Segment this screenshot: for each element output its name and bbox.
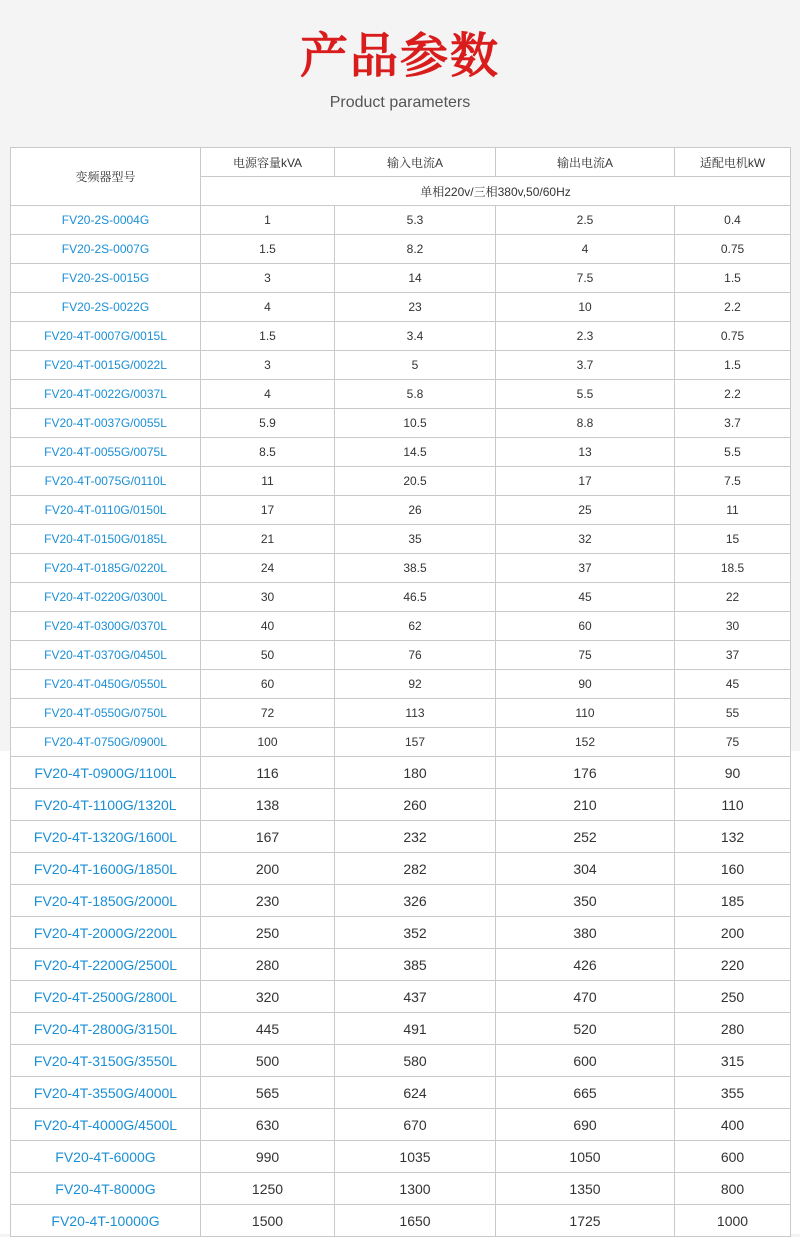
- model-cell: FV20-4T-0185G/0220L: [11, 554, 201, 583]
- table-row: [11, 583, 791, 612]
- output-current-cell: 37: [496, 554, 675, 583]
- motor-cell: 250: [675, 981, 791, 1013]
- motor-cell: 220: [675, 949, 791, 981]
- output-current-cell: 90: [496, 670, 675, 699]
- power-capacity-cell: 17: [201, 496, 335, 525]
- power-capacity-cell: 30: [201, 583, 335, 612]
- motor-cell: 185: [675, 885, 791, 917]
- output-current-cell: 5.5: [496, 380, 675, 409]
- table-body-lower: [11, 757, 791, 1237]
- model-cell: FV20-4T-0450G/0550L: [11, 670, 201, 699]
- model-cell: FV20-2S-0015G: [11, 264, 201, 293]
- column-header-input-current: 输入电流A: [335, 148, 496, 177]
- table-row: [11, 293, 791, 322]
- motor-cell: 0.75: [675, 235, 791, 264]
- table-row: [11, 1045, 791, 1077]
- output-current-cell: 210: [496, 789, 675, 821]
- motor-cell: 0.75: [675, 322, 791, 351]
- table-row: [11, 409, 791, 438]
- motor-cell: 110: [675, 789, 791, 821]
- input-current-cell: 326: [335, 885, 496, 917]
- input-current-cell: 491: [335, 1013, 496, 1045]
- model-cell: FV20-4T-6000G: [11, 1141, 201, 1173]
- motor-cell: 280: [675, 1013, 791, 1045]
- input-current-cell: 437: [335, 981, 496, 1013]
- motor-cell: 355: [675, 1077, 791, 1109]
- input-current-cell: 5.8: [335, 380, 496, 409]
- power-capacity-cell: 1: [201, 206, 335, 235]
- motor-cell: 315: [675, 1045, 791, 1077]
- output-current-cell: 60: [496, 612, 675, 641]
- table-row: [11, 322, 791, 351]
- table-row: [11, 235, 791, 264]
- output-current-cell: 17: [496, 467, 675, 496]
- input-current-cell: 670: [335, 1109, 496, 1141]
- model-cell: FV20-4T-0550G/0750L: [11, 699, 201, 728]
- model-cell: FV20-4T-4000G/4500L: [11, 1109, 201, 1141]
- power-capacity-cell: 5.9: [201, 409, 335, 438]
- input-current-cell: 92: [335, 670, 496, 699]
- power-capacity-cell: 3: [201, 264, 335, 293]
- power-capacity-cell: 280: [201, 949, 335, 981]
- input-current-cell: 38.5: [335, 554, 496, 583]
- output-current-cell: 690: [496, 1109, 675, 1141]
- output-current-cell: 380: [496, 917, 675, 949]
- column-header-output-current: 输出电流A: [496, 148, 675, 177]
- output-current-cell: 350: [496, 885, 675, 917]
- input-current-cell: 1300: [335, 1173, 496, 1205]
- model-cell: FV20-4T-0037G/0055L: [11, 409, 201, 438]
- input-current-cell: 580: [335, 1045, 496, 1077]
- model-cell: FV20-4T-0075G/0110L: [11, 467, 201, 496]
- motor-cell: 90: [675, 757, 791, 789]
- input-current-cell: 35: [335, 525, 496, 554]
- power-capacity-cell: 1500: [201, 1205, 335, 1237]
- power-capacity-cell: 990: [201, 1141, 335, 1173]
- power-capacity-cell: 1250: [201, 1173, 335, 1205]
- motor-cell: 132: [675, 821, 791, 853]
- power-capacity-cell: 116: [201, 757, 335, 789]
- output-current-cell: 2.5: [496, 206, 675, 235]
- page-header: [0, 0, 800, 133]
- motor-cell: 200: [675, 917, 791, 949]
- table-row: [11, 1109, 791, 1141]
- model-cell: FV20-4T-0150G/0185L: [11, 525, 201, 554]
- output-current-cell: 25: [496, 496, 675, 525]
- output-current-cell: 520: [496, 1013, 675, 1045]
- output-current-cell: 45: [496, 583, 675, 612]
- model-cell: FV20-4T-0900G/1100L: [11, 757, 201, 789]
- model-cell: FV20-4T-2500G/2800L: [11, 981, 201, 1013]
- table-row: [11, 699, 791, 728]
- input-current-cell: 113: [335, 699, 496, 728]
- output-current-cell: 176: [496, 757, 675, 789]
- table-row: [11, 981, 791, 1013]
- page-title: 产品参数: [299, 28, 500, 84]
- model-cell: FV20-4T-0015G/0022L: [11, 351, 201, 380]
- power-capacity-cell: 100: [201, 728, 335, 757]
- motor-cell: 37: [675, 641, 791, 670]
- power-capacity-cell: 21: [201, 525, 335, 554]
- output-current-cell: 32: [496, 525, 675, 554]
- table-row: [11, 821, 791, 853]
- motor-cell: 18.5: [675, 554, 791, 583]
- input-current-cell: 3.4: [335, 322, 496, 351]
- output-current-cell: 1050: [496, 1141, 675, 1173]
- model-cell: FV20-4T-10000G: [11, 1205, 201, 1237]
- model-cell: FV20-4T-1100G/1320L: [11, 789, 201, 821]
- output-current-cell: 13: [496, 438, 675, 467]
- motor-cell: 1.5: [675, 264, 791, 293]
- input-current-cell: 232: [335, 821, 496, 853]
- model-cell: FV20-4T-0007G/0015L: [11, 322, 201, 351]
- model-cell: FV20-2S-0007G: [11, 235, 201, 264]
- motor-cell: 11: [675, 496, 791, 525]
- input-current-cell: 26: [335, 496, 496, 525]
- motor-cell: 22: [675, 583, 791, 612]
- motor-cell: 7.5: [675, 467, 791, 496]
- power-capacity-cell: 72: [201, 699, 335, 728]
- page-subtitle: Product parameters: [329, 94, 471, 111]
- table-row: [11, 641, 791, 670]
- motor-cell: 1000: [675, 1205, 791, 1237]
- power-capacity-cell: 60: [201, 670, 335, 699]
- motor-cell: 45: [675, 670, 791, 699]
- output-current-cell: 1350: [496, 1173, 675, 1205]
- motor-cell: 5.5: [675, 438, 791, 467]
- motor-cell: 800: [675, 1173, 791, 1205]
- model-cell: FV20-4T-3550G/4000L: [11, 1077, 201, 1109]
- motor-cell: 2.2: [675, 293, 791, 322]
- model-cell: FV20-4T-1320G/1600L: [11, 821, 201, 853]
- power-capacity-cell: 3: [201, 351, 335, 380]
- output-current-cell: 4: [496, 235, 675, 264]
- input-current-cell: 8.2: [335, 235, 496, 264]
- power-capacity-cell: 138: [201, 789, 335, 821]
- table-row: [11, 1173, 791, 1205]
- table-row: [11, 1013, 791, 1045]
- model-cell: FV20-4T-0750G/0900L: [11, 728, 201, 757]
- output-current-cell: 8.8: [496, 409, 675, 438]
- table-row: [11, 351, 791, 380]
- column-header-power-capacity: 电源容量kVA: [201, 148, 335, 177]
- power-capacity-cell: 24: [201, 554, 335, 583]
- input-current-cell: 352: [335, 917, 496, 949]
- input-current-cell: 62: [335, 612, 496, 641]
- output-current-cell: 75: [496, 641, 675, 670]
- parameters-table: [10, 147, 791, 1237]
- model-cell: FV20-4T-2200G/2500L: [11, 949, 201, 981]
- input-current-cell: 1035: [335, 1141, 496, 1173]
- model-cell: FV20-4T-0370G/0450L: [11, 641, 201, 670]
- input-current-cell: 5: [335, 351, 496, 380]
- input-current-cell: 10.5: [335, 409, 496, 438]
- parameters-table-container: [10, 147, 790, 1237]
- motor-cell: 3.7: [675, 409, 791, 438]
- table-row: [11, 757, 791, 789]
- input-current-cell: 157: [335, 728, 496, 757]
- input-current-cell: 76: [335, 641, 496, 670]
- power-capacity-cell: 8.5: [201, 438, 335, 467]
- power-capacity-cell: 500: [201, 1045, 335, 1077]
- model-cell: FV20-4T-0220G/0300L: [11, 583, 201, 612]
- input-current-cell: 282: [335, 853, 496, 885]
- power-capacity-cell: 4: [201, 293, 335, 322]
- model-cell: FV20-4T-3150G/3550L: [11, 1045, 201, 1077]
- motor-cell: 1.5: [675, 351, 791, 380]
- output-current-cell: 7.5: [496, 264, 675, 293]
- input-current-cell: 624: [335, 1077, 496, 1109]
- motor-cell: 0.4: [675, 206, 791, 235]
- motor-cell: 15: [675, 525, 791, 554]
- power-capacity-cell: 167: [201, 821, 335, 853]
- table-row: [11, 917, 791, 949]
- table-row: [11, 728, 791, 757]
- motor-cell: 600: [675, 1141, 791, 1173]
- power-capacity-cell: 1.5: [201, 235, 335, 264]
- output-current-cell: 1725: [496, 1205, 675, 1237]
- model-cell: FV20-2S-0022G: [11, 293, 201, 322]
- output-current-cell: 10: [496, 293, 675, 322]
- table-row: [11, 612, 791, 641]
- table-row: [11, 789, 791, 821]
- input-current-cell: 46.5: [335, 583, 496, 612]
- motor-cell: 30: [675, 612, 791, 641]
- table-row: [11, 554, 791, 583]
- table-row: [11, 467, 791, 496]
- model-cell: FV20-2S-0004G: [11, 206, 201, 235]
- output-current-cell: 665: [496, 1077, 675, 1109]
- output-current-cell: 3.7: [496, 351, 675, 380]
- table-row: [11, 264, 791, 293]
- model-cell: FV20-4T-8000G: [11, 1173, 201, 1205]
- table-row: [11, 525, 791, 554]
- power-capacity-cell: 445: [201, 1013, 335, 1045]
- output-current-cell: 152: [496, 728, 675, 757]
- output-current-cell: 110: [496, 699, 675, 728]
- output-current-cell: 252: [496, 821, 675, 853]
- input-current-cell: 385: [335, 949, 496, 981]
- table-row: [11, 670, 791, 699]
- power-capacity-cell: 11: [201, 467, 335, 496]
- table-row: [11, 885, 791, 917]
- input-current-cell: 23: [335, 293, 496, 322]
- motor-cell: 400: [675, 1109, 791, 1141]
- power-capacity-cell: 630: [201, 1109, 335, 1141]
- power-capacity-cell: 1.5: [201, 322, 335, 351]
- table-row: [11, 1141, 791, 1173]
- model-cell: FV20-4T-2000G/2200L: [11, 917, 201, 949]
- output-current-cell: 470: [496, 981, 675, 1013]
- motor-cell: 2.2: [675, 380, 791, 409]
- table-row: [11, 206, 791, 235]
- model-cell: FV20-4T-0110G/0150L: [11, 496, 201, 525]
- supply-note: 单相220v/三相380v,50/60Hz: [201, 177, 791, 206]
- table-row: [11, 1205, 791, 1237]
- power-capacity-cell: 50: [201, 641, 335, 670]
- power-capacity-cell: 250: [201, 917, 335, 949]
- column-header-model: 变频器型号: [11, 148, 201, 206]
- table-row: [11, 853, 791, 885]
- model-cell: FV20-4T-0022G/0037L: [11, 380, 201, 409]
- model-cell: FV20-4T-1850G/2000L: [11, 885, 201, 917]
- motor-cell: 75: [675, 728, 791, 757]
- column-header-motor: 适配电机kW: [675, 148, 791, 177]
- output-current-cell: 304: [496, 853, 675, 885]
- power-capacity-cell: 200: [201, 853, 335, 885]
- model-cell: FV20-4T-2800G/3150L: [11, 1013, 201, 1045]
- power-capacity-cell: 230: [201, 885, 335, 917]
- input-current-cell: 14.5: [335, 438, 496, 467]
- power-capacity-cell: 4: [201, 380, 335, 409]
- input-current-cell: 20.5: [335, 467, 496, 496]
- power-capacity-cell: 565: [201, 1077, 335, 1109]
- table-row: [11, 949, 791, 981]
- table-row: [11, 438, 791, 467]
- output-current-cell: 426: [496, 949, 675, 981]
- model-cell: FV20-4T-1600G/1850L: [11, 853, 201, 885]
- model-cell: FV20-4T-0055G/0075L: [11, 438, 201, 467]
- table-row: [11, 380, 791, 409]
- power-capacity-cell: 320: [201, 981, 335, 1013]
- table-body-upper: [11, 206, 791, 757]
- motor-cell: 55: [675, 699, 791, 728]
- power-capacity-cell: 40: [201, 612, 335, 641]
- input-current-cell: 260: [335, 789, 496, 821]
- input-current-cell: 14: [335, 264, 496, 293]
- input-current-cell: 180: [335, 757, 496, 789]
- table-row: [11, 1077, 791, 1109]
- output-current-cell: 600: [496, 1045, 675, 1077]
- input-current-cell: 5.3: [335, 206, 496, 235]
- table-row: [11, 496, 791, 525]
- model-cell: FV20-4T-0300G/0370L: [11, 612, 201, 641]
- input-current-cell: 1650: [335, 1205, 496, 1237]
- motor-cell: 160: [675, 853, 791, 885]
- output-current-cell: 2.3: [496, 322, 675, 351]
